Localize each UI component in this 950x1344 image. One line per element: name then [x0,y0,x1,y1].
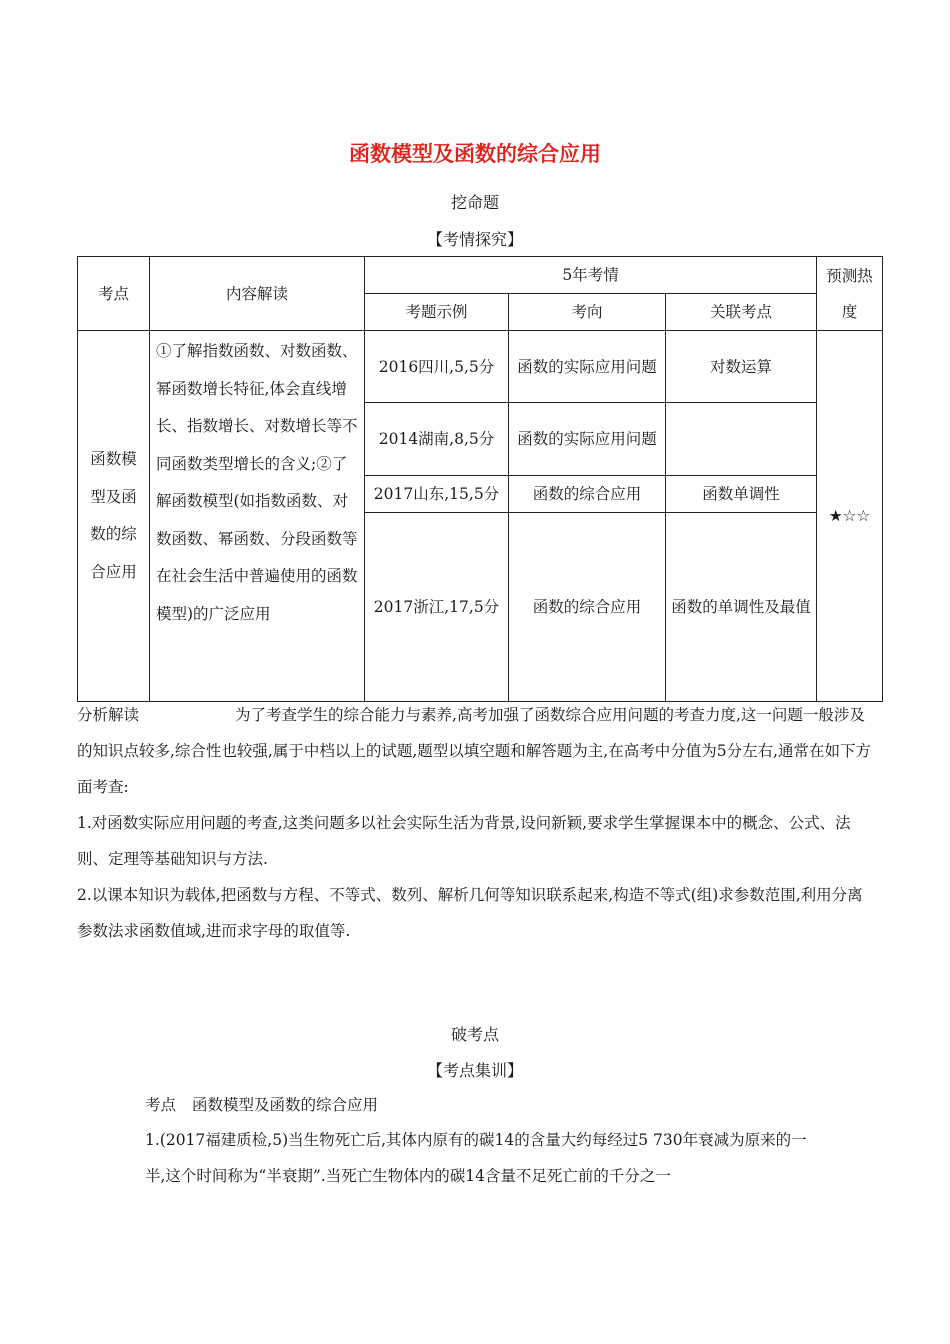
row1-example: 2016四川,5,5分 [365,331,509,403]
row2-related [666,403,817,476]
row3-example: 2017山东,15,5分 [365,476,509,513]
analysis-text: 为了考查学生的综合能力与素养,高考加强了函数综合应用问题的考查力度,这一问题一般涉及的知识点较多,综合性也较强,属于中档以上的试题,题型以填空题和解答题为主,在高考中分值为5分左右,通常在如下方面考查: [77,706,872,796]
row4-direction: 函数的综合应用 [509,513,666,702]
row3-related: 函数单调性 [666,476,817,513]
analysis-label: 分析解读 [77,706,140,724]
page-title: 函数模型及函数的综合应用 [349,142,601,166]
analysis-paragraph [77,697,877,805]
header-direction: 考向 [509,294,666,331]
section-subheading-jixun: 【考点集训】 [426,1061,523,1080]
section-heading-pokaodian: 破考点 [450,1025,499,1044]
row1-direction: 函数的实际应用问题 [509,331,666,403]
analysis-point-2: 2.以课本知识为载体,把函数与方程、不等式、数列、解析几何等知识联系起来,构造不等式(组)求参数范围,利用分离参数法求函数值域,进而求字母的取值等. [77,886,863,940]
row1-related: 对数运算 [666,331,817,403]
header-five-years: 5年考情 [365,257,817,294]
kaodian-label: 考点 [145,1096,177,1114]
section-subheading-kaoqing: 【考情探究】 [426,230,523,249]
row2-direction: 函数的实际应用问题 [509,403,666,476]
kaodian-title: 函数模型及函数的综合应用 [192,1096,379,1114]
question-1: 1.(2017福建质检,5)当生物死亡后,其体内原有的碳14的含量大约每经过5 730年衰减为原来的一半,这个时间称为“半衰期”.当死亡生物体内的碳14含量不足死亡前的千分之一 [145,1131,807,1185]
header-related: 关联考点 [666,294,817,331]
exam-analysis-table [77,256,883,702]
neirong-value: ①了解指数函数、对数函数、幂函数增长特征,体会直线增长、指数增长、对数增长等不同函数类型增长的含义;②了解函数模型(如指数函数、对数函数、幂函数、分段函数等在社会生活中普遍使用的函数模型)的广泛应用 [150,331,365,702]
header-heat: 预测热度 [817,257,883,331]
row4-related: 函数的单调性及最值 [666,513,817,702]
analysis-point-1: 1.对函数实际应用问题的考查,这类问题多以社会实际生活为背景,设问新颖,要求学生掌握课本中的概念、公式、法则、定理等基础知识与方法. [77,814,851,868]
section-heading-wamingti: 挖命题 [450,193,499,212]
row2-example: 2014湖南,8,5分 [365,403,509,476]
header-neirong: 内容解读 [150,257,365,331]
row4-example: 2017浙江,17,5分 [365,513,509,702]
heat-value: ★☆☆ [817,331,883,702]
row3-direction: 函数的综合应用 [509,476,666,513]
kaodian-value: 函数模型及函数的综合应用 [78,331,150,702]
kaodian-line [145,1087,825,1123]
header-kaodian: 考点 [78,257,150,331]
header-example: 考题示例 [365,294,509,331]
